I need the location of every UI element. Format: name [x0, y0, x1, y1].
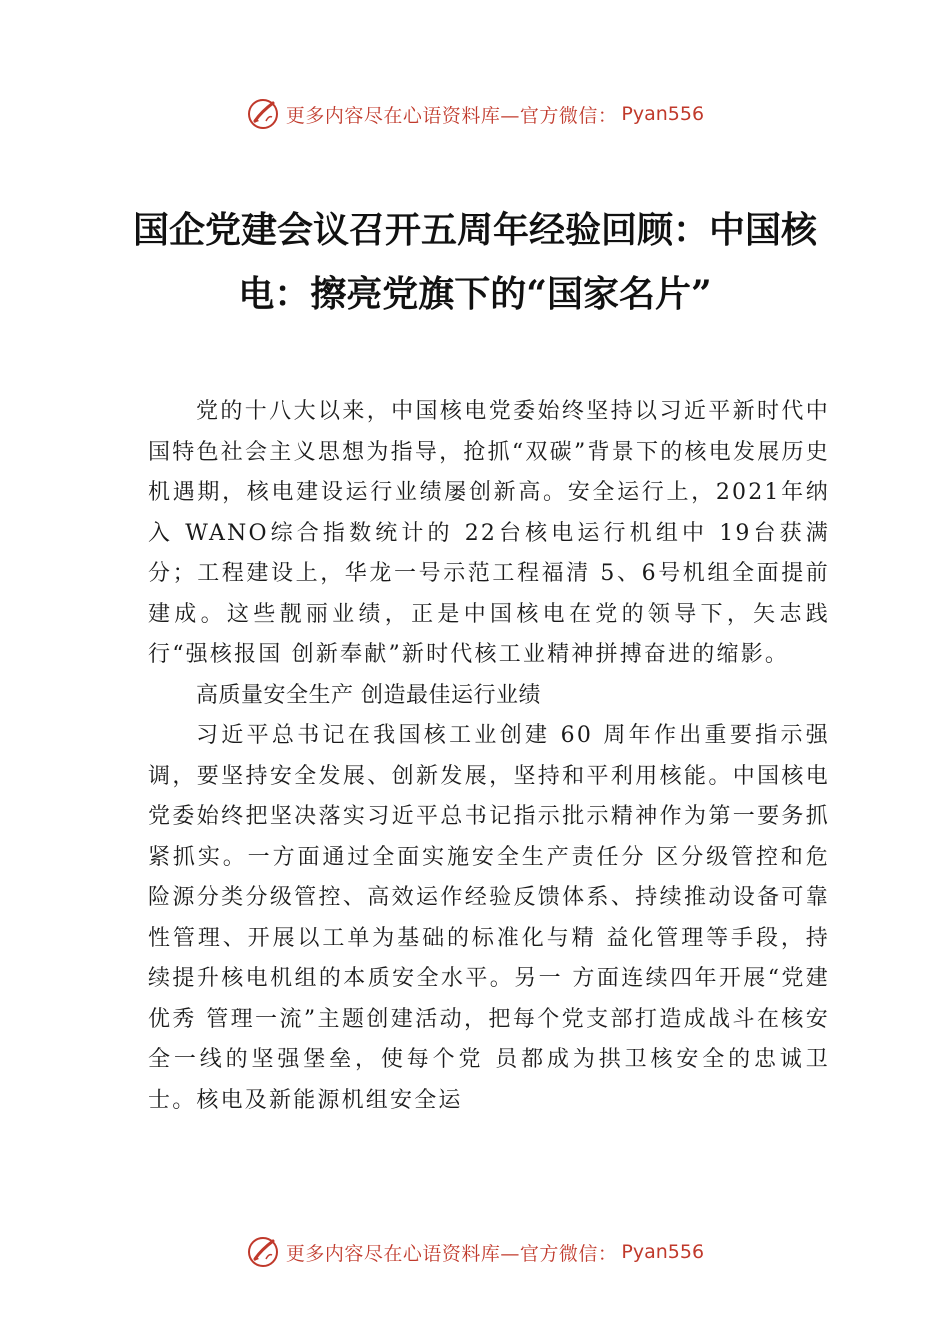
paragraph: 党的十八大以来，中国核电党委始终坚持以习近平新时代中国特色社会主义思想为指导，抢抓“双碳”背景下的核电发展历史机遇期，核电建设运行业绩屡创新高。安全运行上，2021年纳入 WANO综合指数统计的 22台核电运行机组中 19台获满分；工程建设上，华龙一号示范工程福清 5、6号机组全面提前建成。这些靓丽业绩，正是中国核电在党的领导下，矢志践行“强核报国 创新奉献”新时代核工业精神拼搏奋进的缩影。 — [148, 399, 830, 667]
document-body — [148, 392, 830, 1121]
header-banner — [0, 94, 950, 134]
paragraph: 习近平总书记在我国核工业创建 60 周年作出重要指示强调，要坚持安全发展、创新发展，坚持和平利用核能。中国核电党委始终把坚决落实习近平总书记指示批示精神作为第一要务抓紧抓实。一方面通过全面实施安全生产责任分 区分级管控和危险源分类分级管控、高效运作经验反馈体系、持续推动设备可靠性管理、开展以工单为基础的标准化与精 益化管理等手段，持续提升核电机组的本质安全水平。另一 方面连续四年开展“党建优秀 管理一流”主题创建活动，把每个党支部打造成战斗在核安全一线的坚强堡垒，使每个党 员都成为拱卫核安全的忠诚卫士。核电及新能源机组安全运 — [148, 723, 830, 1113]
banner-text: 更多内容尽在心语资料库—官方微信： — [285, 104, 618, 127]
banner-wechat-id: Pyan556 — [621, 103, 705, 125]
brush-pen-logo-icon — [246, 97, 280, 131]
banner-text: 更多内容尽在心语资料库—官方微信： — [285, 1242, 618, 1265]
brush-pen-logo-icon — [246, 1235, 280, 1269]
section-heading: 高质量安全生产 创造最佳运行业绩 — [196, 682, 541, 708]
document-title: 国企党建会议召开五周年经验回顾：中国核电：擦亮党旗下的“国家名片” — [132, 209, 817, 315]
footer-banner — [0, 1232, 950, 1272]
banner-wechat-id: Pyan556 — [621, 1241, 705, 1263]
